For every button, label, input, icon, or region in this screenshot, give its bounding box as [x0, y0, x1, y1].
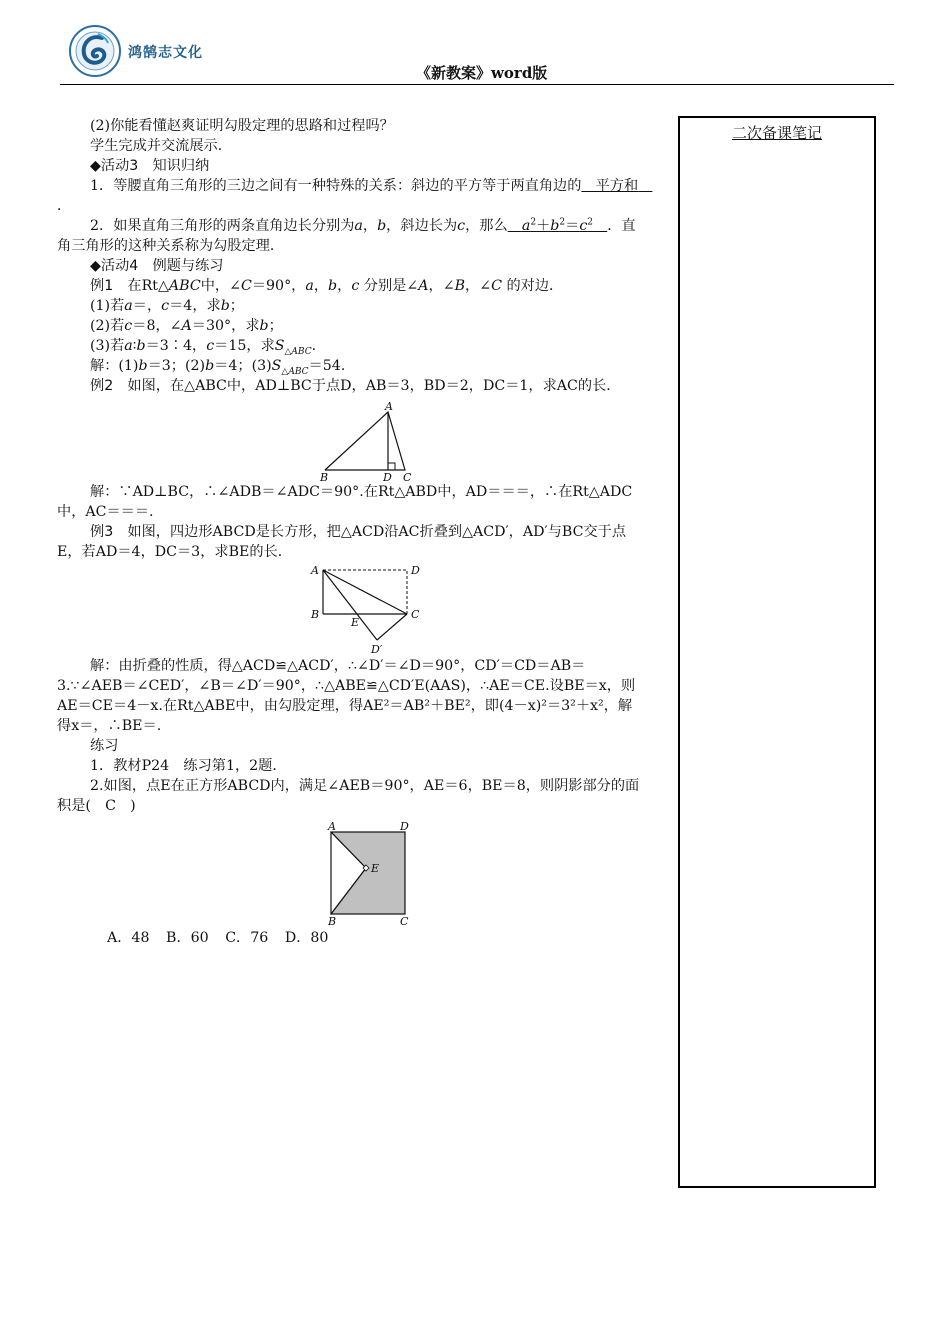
figure-triangle-abc — [315, 400, 425, 482]
example-2-solution: 解：∵AD⊥BC，∴∠ADB＝∠ADC＝90°.在Rt△ABD中，AD＝＝＝，∴在Rt△ADC中，AC＝＝＝. — [57, 484, 633, 520]
practice-title: 练习 — [90, 738, 119, 754]
fig2-label-e: E — [351, 616, 360, 629]
fig2-label-c: C — [411, 608, 420, 621]
fig2-label-d: D — [411, 564, 420, 577]
fig1-label-c: C — [403, 471, 412, 482]
option-d: D．80 — [284, 930, 329, 946]
figure-square-abcd — [325, 822, 421, 926]
fig1-label-d: D — [383, 471, 392, 482]
question-2-follow: 学生完成并交流展示． — [90, 138, 232, 154]
example-1-q3: (3)若a∶b＝3∶4，c＝15，求$S_{\triangle ABC}$. — [90, 338, 317, 357]
knowledge-2: 2．如果直角三角形的两条直角边长分别为a，b，斜边长为c，那么 $a^2+b^2=c^2$ ．直角三角形的这种关系称为勾股定理． — [57, 217, 636, 254]
figure-folded-rectangle — [309, 564, 429, 656]
fig3-label-b: B — [328, 915, 337, 926]
answer-options — [107, 928, 645, 948]
notes-title: 二次备课笔记 — [731, 124, 822, 142]
activity-4-title: ◆活动4 例题与练习 — [90, 258, 224, 274]
brand-name: 鸿鹄志文化 — [128, 45, 203, 61]
fig2-label-a: A — [311, 564, 319, 577]
example-3-solution: 解：由折叠的性质，得△ACD≌△ACD′，∴∠D′＝∠D＝90°，CD′＝CD＝AB＝3.∵∠AEB＝∠CED′，∠B＝∠D′＝90°，∴△ABE≌△CD′E(AAS)，∴AE＝CE.设BE＝x，则AE＝CE＝4－x.在Rt△ABE中，由勾股定理，得AE²＝AB²＋BE²，即(4－x)²＝3²＋x²，解得x＝，∴BE＝. — [57, 658, 636, 734]
brand-logo-icon — [68, 24, 122, 78]
option-b: B．60 — [166, 930, 209, 946]
fig1-label-a: A — [385, 400, 393, 413]
page-header — [0, 0, 950, 90]
page-title: 《新教案》word版 — [416, 64, 548, 82]
example-1-q1: (1)若a＝，c＝4，求b； — [90, 298, 244, 314]
option-a: A．48 — [107, 930, 150, 946]
example-1: 例1 在Rt△ABC中，∠C＝90°，a，b，c 分别是∠A，∠B，∠C 的对边． — [90, 278, 564, 294]
option-c: C．76 — [225, 930, 269, 946]
fig3-label-c: C — [400, 915, 409, 926]
notes-panel — [678, 116, 876, 1188]
answer-blank-formula: $a^2+b^2=c^2$ — [521, 217, 594, 234]
example-2: 例2 如图，在△ABC中，AD⊥BC于点D，AB＝3，BD＝2，DC＝1，求AC的长． — [90, 378, 621, 394]
fig3-label-a: A — [328, 822, 336, 833]
header-divider — [60, 84, 894, 85]
fig3-label-d: D — [400, 822, 409, 833]
practice-1: 1．教材P24 练习第1，2题． — [90, 758, 287, 774]
fig2-label-d-prime: D′ — [371, 643, 383, 656]
question-2: (2)你能看懂赵爽证明勾股定理的思路和过程吗？ — [90, 118, 394, 134]
knowledge-1: 1．等腰直角三角形的三边之间有一种特殊的关系：斜边的平方等于两直角边的 平方和 ． — [57, 178, 653, 214]
example-1-solution: 解：(1)b＝3；(2)b＝4；$(3)S_{\triangle ABC}=54$. — [90, 358, 346, 377]
activity-3-title: ◆活动3 知识归纳 — [90, 158, 210, 174]
fig2-label-b: B — [311, 608, 320, 621]
example-3: 例3 如图，四边形ABCD是长方形，把△ACD沿AC折叠到△ACD′，AD′与BC交于点E，若AD＝4，DC＝3，求BE的长． — [57, 524, 627, 560]
practice-2: 2.如图，点E在正方形ABCD内，满足∠AEB＝90°，AE＝6，BE＝8，则阴影部分的面积是( C ) — [57, 778, 640, 814]
example-1-q2: (2)若c＝8，∠A＝30°，求b； — [90, 318, 283, 334]
main-content — [57, 116, 653, 948]
answer-blank: 平方和 — [581, 178, 653, 194]
fig1-label-b: B — [320, 471, 329, 482]
fig3-label-e: E — [371, 862, 380, 875]
